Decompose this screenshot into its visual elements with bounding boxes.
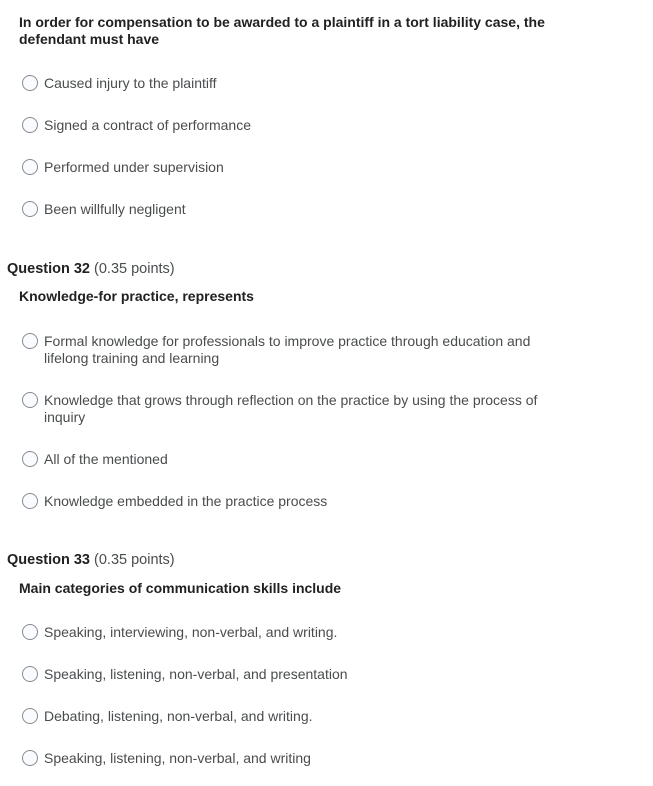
q31-option-4[interactable]	[22, 201, 582, 218]
radio-button-icon[interactable]	[22, 666, 38, 682]
option-label: Debating, listening, non-verbal, and writing.	[44, 708, 313, 724]
option-label: Knowledge embedded in the practice process	[44, 493, 328, 509]
option-label: Formal knowledge for professionals to improve practice through education and lifelong training and learning	[44, 333, 531, 366]
q33-option-2[interactable]	[22, 666, 582, 683]
question-number: Question 32	[7, 261, 90, 277]
radio-button-icon[interactable]	[22, 624, 38, 640]
option-label: Speaking, listening, non-verbal, and presentation	[44, 666, 348, 682]
radio-button-icon[interactable]	[22, 750, 38, 766]
option-label: Speaking, interviewing, non-verbal, and writing.	[44, 624, 338, 640]
option-label: Speaking, listening, non-verbal, and writing	[44, 750, 311, 766]
option-label: Caused injury to the plaintiff	[44, 75, 217, 91]
radio-button-icon[interactable]	[22, 159, 38, 175]
option-label: Signed a contract of performance	[44, 117, 252, 133]
question-33-header	[7, 551, 175, 569]
radio-button-icon[interactable]	[22, 333, 38, 349]
question-31-stem: In order for compensation to be awarded to a plaintiff in a tort liability case, the defendant must have	[19, 14, 545, 47]
q31-option-3[interactable]	[22, 159, 582, 176]
radio-button-icon[interactable]	[22, 708, 38, 724]
option-label: Knowledge that grows through reflection on the practice by using the process of inquiry	[44, 392, 538, 425]
radio-button-icon[interactable]	[22, 392, 38, 408]
question-33-stem: Main categories of communication skills include	[19, 580, 342, 596]
q31-option-1[interactable]	[22, 75, 582, 92]
q32-option-4[interactable]	[22, 493, 582, 510]
q33-option-3[interactable]	[22, 708, 582, 725]
radio-button-icon[interactable]	[22, 451, 38, 467]
question-32-stem: Knowledge-for practice, represents	[19, 288, 254, 304]
q32-option-3[interactable]	[22, 451, 582, 468]
q31-option-2[interactable]	[22, 117, 582, 134]
q33-option-4[interactable]	[22, 750, 582, 767]
radio-button-icon[interactable]	[22, 493, 38, 509]
question-points: (0.35 points)	[94, 552, 175, 568]
question-32-header	[7, 260, 175, 278]
radio-button-icon[interactable]	[22, 117, 38, 133]
q32-option-2[interactable]	[22, 392, 582, 426]
question-number: Question 33	[7, 552, 90, 568]
option-label: Performed under supervision	[44, 159, 224, 175]
option-label: Been willfully negligent	[44, 201, 186, 217]
q33-option-1[interactable]	[22, 624, 582, 641]
q32-option-1[interactable]	[22, 333, 582, 367]
radio-button-icon[interactable]	[22, 201, 38, 217]
question-points: (0.35 points)	[94, 261, 175, 277]
radio-button-icon[interactable]	[22, 75, 38, 91]
option-label: All of the mentioned	[44, 451, 168, 467]
